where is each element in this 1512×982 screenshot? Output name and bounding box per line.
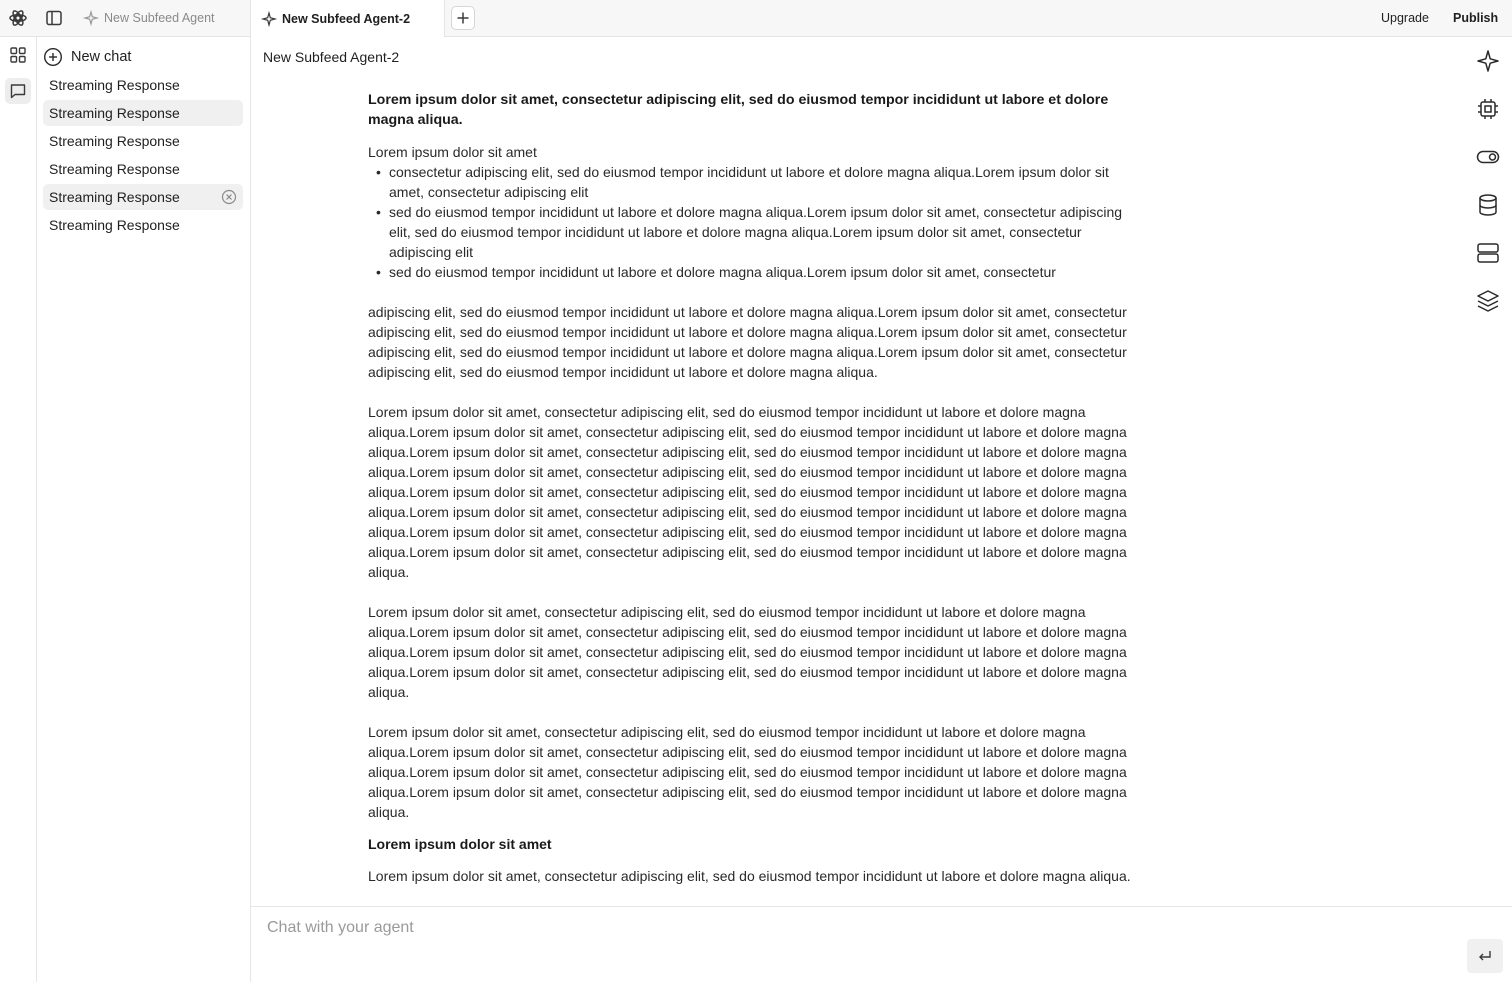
chat-item-label: Streaming Response bbox=[49, 161, 180, 177]
chat-item-label: Streaming Response bbox=[49, 133, 180, 149]
tab-new-subfeed-agent[interactable] bbox=[84, 0, 250, 36]
chip-icon[interactable] bbox=[1476, 97, 1500, 121]
message-heading: Lorem ipsum dolor sit amet, consectetur adipiscing elit, sed do eiusmod tempor incididunt ut labore et dolore magna aliqua. bbox=[368, 92, 1109, 128]
new-chat-label: New chat bbox=[71, 49, 132, 65]
message-paragraph: Lorem ipsum dolor sit amet, consectetur adipiscing elit, sed do eiusmod tempor incididunt ut labore et dolore magna aliqua.Lorem ipsum dolor sit amet, consectetur adipiscing elit, sed do eiusmod tempor incididunt ut labore et dolore magna aliqua.Lorem ipsum dolor sit amet, consectetur adipiscing elit, sed do eiusmod tempor incididunt ut labore et dolore magna aliqua.Lorem ipsum dolor sit amet, consectetur adipiscing elit, sed do eiusmod tempor incididunt ut labore et dolore magna aliqua. bbox=[368, 604, 1127, 700]
message-subhead: Lorem ipsum dolor sit amet bbox=[368, 144, 537, 160]
enter-icon bbox=[1477, 948, 1493, 964]
sidebar-toggle-icon[interactable] bbox=[43, 7, 65, 29]
database-icon[interactable] bbox=[1476, 193, 1500, 217]
message-bullet-list bbox=[368, 162, 1138, 282]
rail-chat-button[interactable] bbox=[5, 78, 31, 104]
chat-input[interactable] bbox=[267, 917, 1447, 939]
sparkle-icon bbox=[84, 11, 98, 25]
message-subhead-2: Lorem ipsum dolor sit amet bbox=[368, 836, 552, 852]
chat-list-item[interactable] bbox=[43, 72, 243, 98]
chat-item-label: Streaming Response bbox=[49, 217, 180, 233]
toggle-icon[interactable] bbox=[1476, 145, 1500, 169]
server-icon[interactable] bbox=[1476, 241, 1500, 265]
grid-icon bbox=[9, 46, 27, 64]
main-panel bbox=[251, 37, 1512, 982]
chat-icon bbox=[9, 82, 27, 100]
message-paragraph-trailing: Lorem ipsum dolor sit amet, consectetur adipiscing elit, sed do eiusmod tempor incididunt ut labore et dolore magna aliqua. bbox=[368, 868, 1131, 884]
tab-label: New Subfeed Agent-2 bbox=[282, 11, 411, 26]
chat-list-item[interactable] bbox=[43, 128, 243, 154]
chat-composer bbox=[251, 906, 1512, 982]
publish-button[interactable]: Publish bbox=[1453, 11, 1499, 25]
chat-item-label: Streaming Response bbox=[49, 189, 180, 205]
chat-list-item[interactable] bbox=[43, 156, 243, 182]
message-paragraph: Lorem ipsum dolor sit amet, consectetur adipiscing elit, sed do eiusmod tempor incididunt ut labore et dolore magna aliqua.Lorem ipsum dolor sit amet, consectetur adipiscing elit, sed do eiusmod tempor incididunt ut labore et dolore magna aliqua.Lorem ipsum dolor sit amet, consectetur adipiscing elit, sed do eiusmod tempor incididunt ut labore et dolore magna aliqua.Lorem ipsum dolor sit amet, consectetur adipiscing elit, sed do eiusmod tempor incididunt ut labore et dolore magna aliqua.Lorem ipsum dolor sit amet, consectetur adipiscing elit, sed do eiusmod tempor incididunt ut labore et dolore magna aliqua.Lorem ipsum dolor sit amet, consectetur adipiscing elit, sed do eiusmod tempor incididunt ut labore et dolore magna aliqua.Lorem ipsum dolor sit amet, consectetur adipiscing elit, sed do eiusmod tempor incididunt ut labore et dolore magna aliqua.Lorem ipsum dolor sit amet, consectetur adipiscing elit, sed do eiusmod tempor incididunt ut labore et dolore magna aliqua. bbox=[368, 404, 1127, 580]
delete-chat-icon[interactable] bbox=[221, 189, 237, 205]
layers-icon[interactable] bbox=[1476, 289, 1500, 313]
new-chat-button[interactable] bbox=[43, 45, 131, 69]
message-paragraph: Lorem ipsum dolor sit amet, consectetur adipiscing elit, sed do eiusmod tempor incididunt ut labore et dolore magna aliqua.Lorem ipsum dolor sit amet, consectetur adipiscing elit, sed do eiusmod tempor incididunt ut labore et dolore magna aliqua.Lorem ipsum dolor sit amet, consectetur adipiscing elit, sed do eiusmod tempor incididunt ut labore et dolore magna aliqua.Lorem ipsum dolor sit amet, consectetur adipiscing elit, sed do eiusmod tempor incididunt ut labore et dolore magna aliqua. bbox=[368, 724, 1127, 820]
tab-label: New Subfeed Agent bbox=[104, 11, 215, 25]
agent-title: New Subfeed Agent-2 bbox=[263, 49, 400, 65]
chat-item-label: Streaming Response bbox=[49, 77, 180, 93]
add-tab-button[interactable] bbox=[451, 6, 475, 30]
chat-item-label: Streaming Response bbox=[49, 105, 180, 121]
list-item: • sed do eiusmod tempor incididunt ut labore et dolore magna aliqua.Lorem ipsum dolor sit amet, consectetur adipiscing elit, sed do eiusmod tempor incididunt ut labore et dolore magna aliqua.Lorem ipsum dolor sit amet, consectetur adipiscing elit bbox=[368, 202, 1138, 262]
chat-list-item[interactable] bbox=[43, 212, 243, 238]
chat-list-item[interactable] bbox=[43, 100, 243, 126]
tab-new-subfeed-agent-2[interactable] bbox=[250, 0, 445, 37]
assistant-message bbox=[368, 90, 1138, 884]
plus-icon bbox=[456, 11, 470, 25]
top-bar bbox=[0, 0, 1512, 37]
chat-list-item[interactable] bbox=[43, 184, 243, 210]
message-paragraph: adipiscing elit, sed do eiusmod tempor incididunt ut labore et dolore magna aliqua.Lorem ipsum dolor sit amet, consectetur adipiscing elit, sed do eiusmod tempor incididunt ut labore et dolore magna aliqua.Lorem ipsum dolor sit amet, consectetur adipiscing elit, sed do eiusmod tempor incididunt ut labore et dolore magna aliqua.Lorem ipsum dolor sit amet, consectetur adipiscing elit, sed do eiusmod tempor incididunt ut labore et dolore magna aliqua. bbox=[368, 304, 1127, 380]
nav-rail bbox=[0, 37, 37, 982]
list-item: • sed do eiusmod tempor incididunt ut labore et dolore magna aliqua.Lorem ipsum dolor sit amet, consectetur bbox=[368, 262, 1138, 282]
list-item: • consectetur adipiscing elit, sed do eiusmod tempor incididunt ut labore et dolore magna aliqua.Lorem ipsum dolor sit amet, consectetur adipiscing elit bbox=[368, 162, 1138, 202]
sparkle-icon bbox=[262, 12, 276, 26]
upgrade-button[interactable]: Upgrade bbox=[1381, 11, 1429, 25]
chat-list-sidebar bbox=[37, 37, 251, 982]
plus-circle-icon bbox=[43, 47, 63, 67]
rail-grid-button[interactable] bbox=[5, 42, 31, 68]
sparkle-icon[interactable] bbox=[1476, 49, 1500, 73]
app-logo-icon[interactable] bbox=[7, 7, 29, 29]
send-button[interactable] bbox=[1467, 939, 1503, 973]
